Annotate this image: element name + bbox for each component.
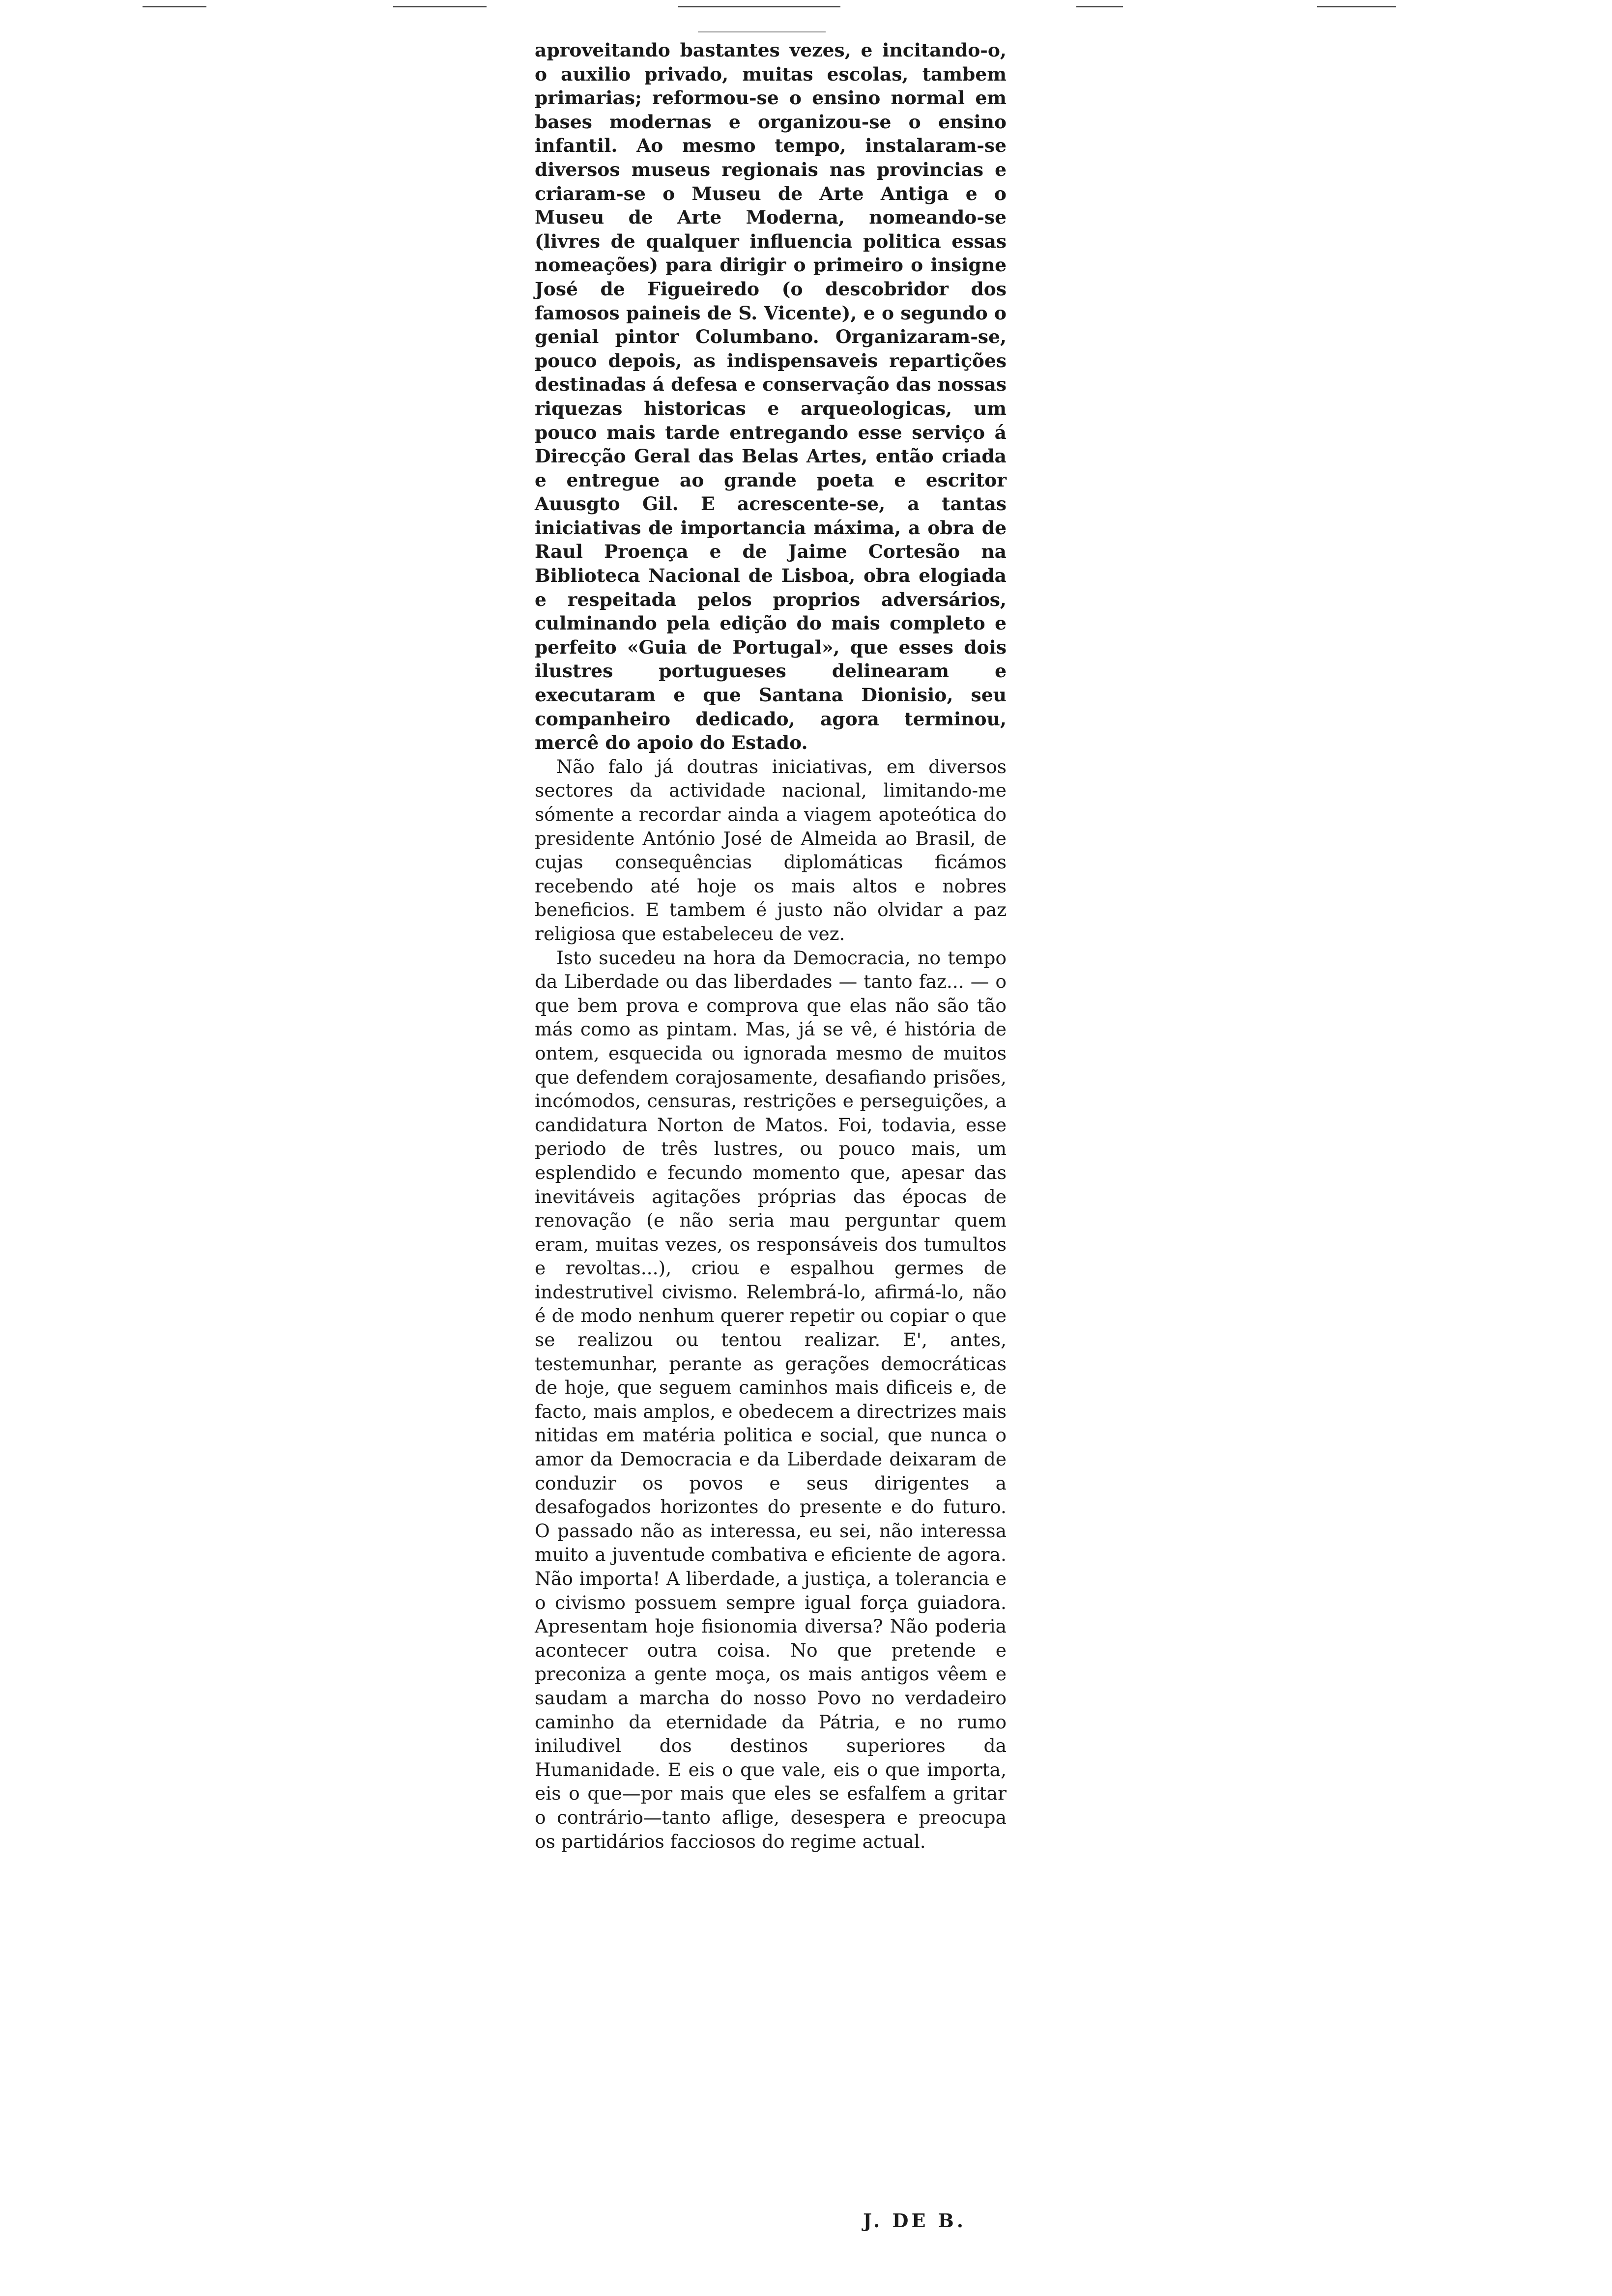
article-paragraph-2: Não falo já doutras iniciativas, em diversos sectores da actividade nacional, limitando-me sómente a recordar ainda a viagem apoteótica do presidente António José de Almeida ao Brasil, de cujas consequências diplomáticas ficámos recebendo até hoje os mais altos e nobres beneficios. E tambem é justo não olvidar a paz religiosa que estabeleceu de vez. [535,755,1007,945]
article-signature: J. DE B. [863,2210,966,2232]
top-rule-4 [1076,6,1123,7]
article-column [535,38,1007,1853]
column-head-rule [698,31,826,32]
article-paragraph-3: Isto sucedeu na hora da Democracia, no tempo da Liberdade ou das liberdades — tanto faz... — o que bem prova e comprova que elas não são tão más como as pintam. Mas, já se vê, é história de ontem, esquecida ou ignorada mesmo de muitos que defendem corajosamente, desafiando prisões, incómodos, censuras, restrições e perseguições, a candidatura Norton de Matos. Foi, todavia, esse periodo de três lustres, ou pouco mais, um esplendido e fecundo momento que, apesar das inevitáveis agitações próprias das épocas de renovação (e não seria mau perguntar quem eram, muitas vezes, os responsáveis dos tumultos e revoltas...), criou e espalhou germes de indestrutivel civismo. Relembrá-lo, afirmá-lo, não é de modo nenhum querer repetir ou copiar o que se realizou ou tentou realizar. E', antes, testemunhar, perante as gerações democráticas de hoje, que seguem caminhos mais dificeis e, de facto, mais amplos, e obedecem a directrizes mais nitidas em matéria politica e social, que nunca o amor da Democracia e da Liberdade deixaram de conduzir os povos e seus dirigentes a desafogados horizontes do presente e do futuro. O passado não as interessa, eu sei, não interessa muito a juventude combativa e eficiente de agora. Não importa! A liberdade, a justiça, a tolerancia e o civismo possuem sempre igual força guiadora. Apresentam hoje fisionomia diversa? Não poderia acontecer outra coisa. No que pretende e preconiza a gente moça, os mais antigos vêem e saudam a marcha do nosso Povo no verdadeiro caminho da eternidade da Pátria, e no rumo iniludivel dos destinos superiores da Humanidade. E eis o que vale, eis o que importa, eis o que—por mais que eles se esfalfem a gritar o contrário—tanto aflige, desespera e preocupa os partidários facciosos do regime actual. [535,947,1007,1852]
top-rule-2 [393,6,487,7]
article-paragraph-1: aproveitando bastantes vezes, e incitando-o, o auxilio privado, muitas escolas, tambem primarias; reformou-se o ensino normal em bases modernas e organizou-se o ensino infantil. Ao mesmo tempo, instalaram-se diversos museus regionais nas provincias e criaram-se o Museu de Arte Antiga e o Museu de Arte Moderna, nomeando-se (livres de qualquer influencia politica essas nomeações) para dirigir o primeiro o insigne José de Figueiredo (o descobridor dos famosos paineis de S. Vicente), e o segundo o genial pintor Columbano. Organizaram-se, pouco depois, as indispensaveis repartições destinadas á defesa e conservação das nossas riquezas historicas e arqueologicas, um pouco mais tarde entregando esse serviço á Direcção Geral das Belas Artes, então criada e entregue ao grande poeta e escritor Auusgto Gil. E acrescente-se, a tantas iniciativas de importancia máxima, a obra de Raul Proença e de Jaime Cortesão na Biblioteca Nacional de Lisboa, obra elogiada e respeitada pelos proprios adversários, culminando pela edição do mais completo e perfeito «Guia de Portugal», que esses dois ilustres portugueses delinearam e executaram e que Santana Dionisio, seu companheiro dedicado, agora terminou, mercê do apoio do Estado. [535,39,1007,754]
top-rule-1 [143,6,206,7]
top-rule-5 [1317,6,1396,7]
top-rule-3 [678,6,840,7]
